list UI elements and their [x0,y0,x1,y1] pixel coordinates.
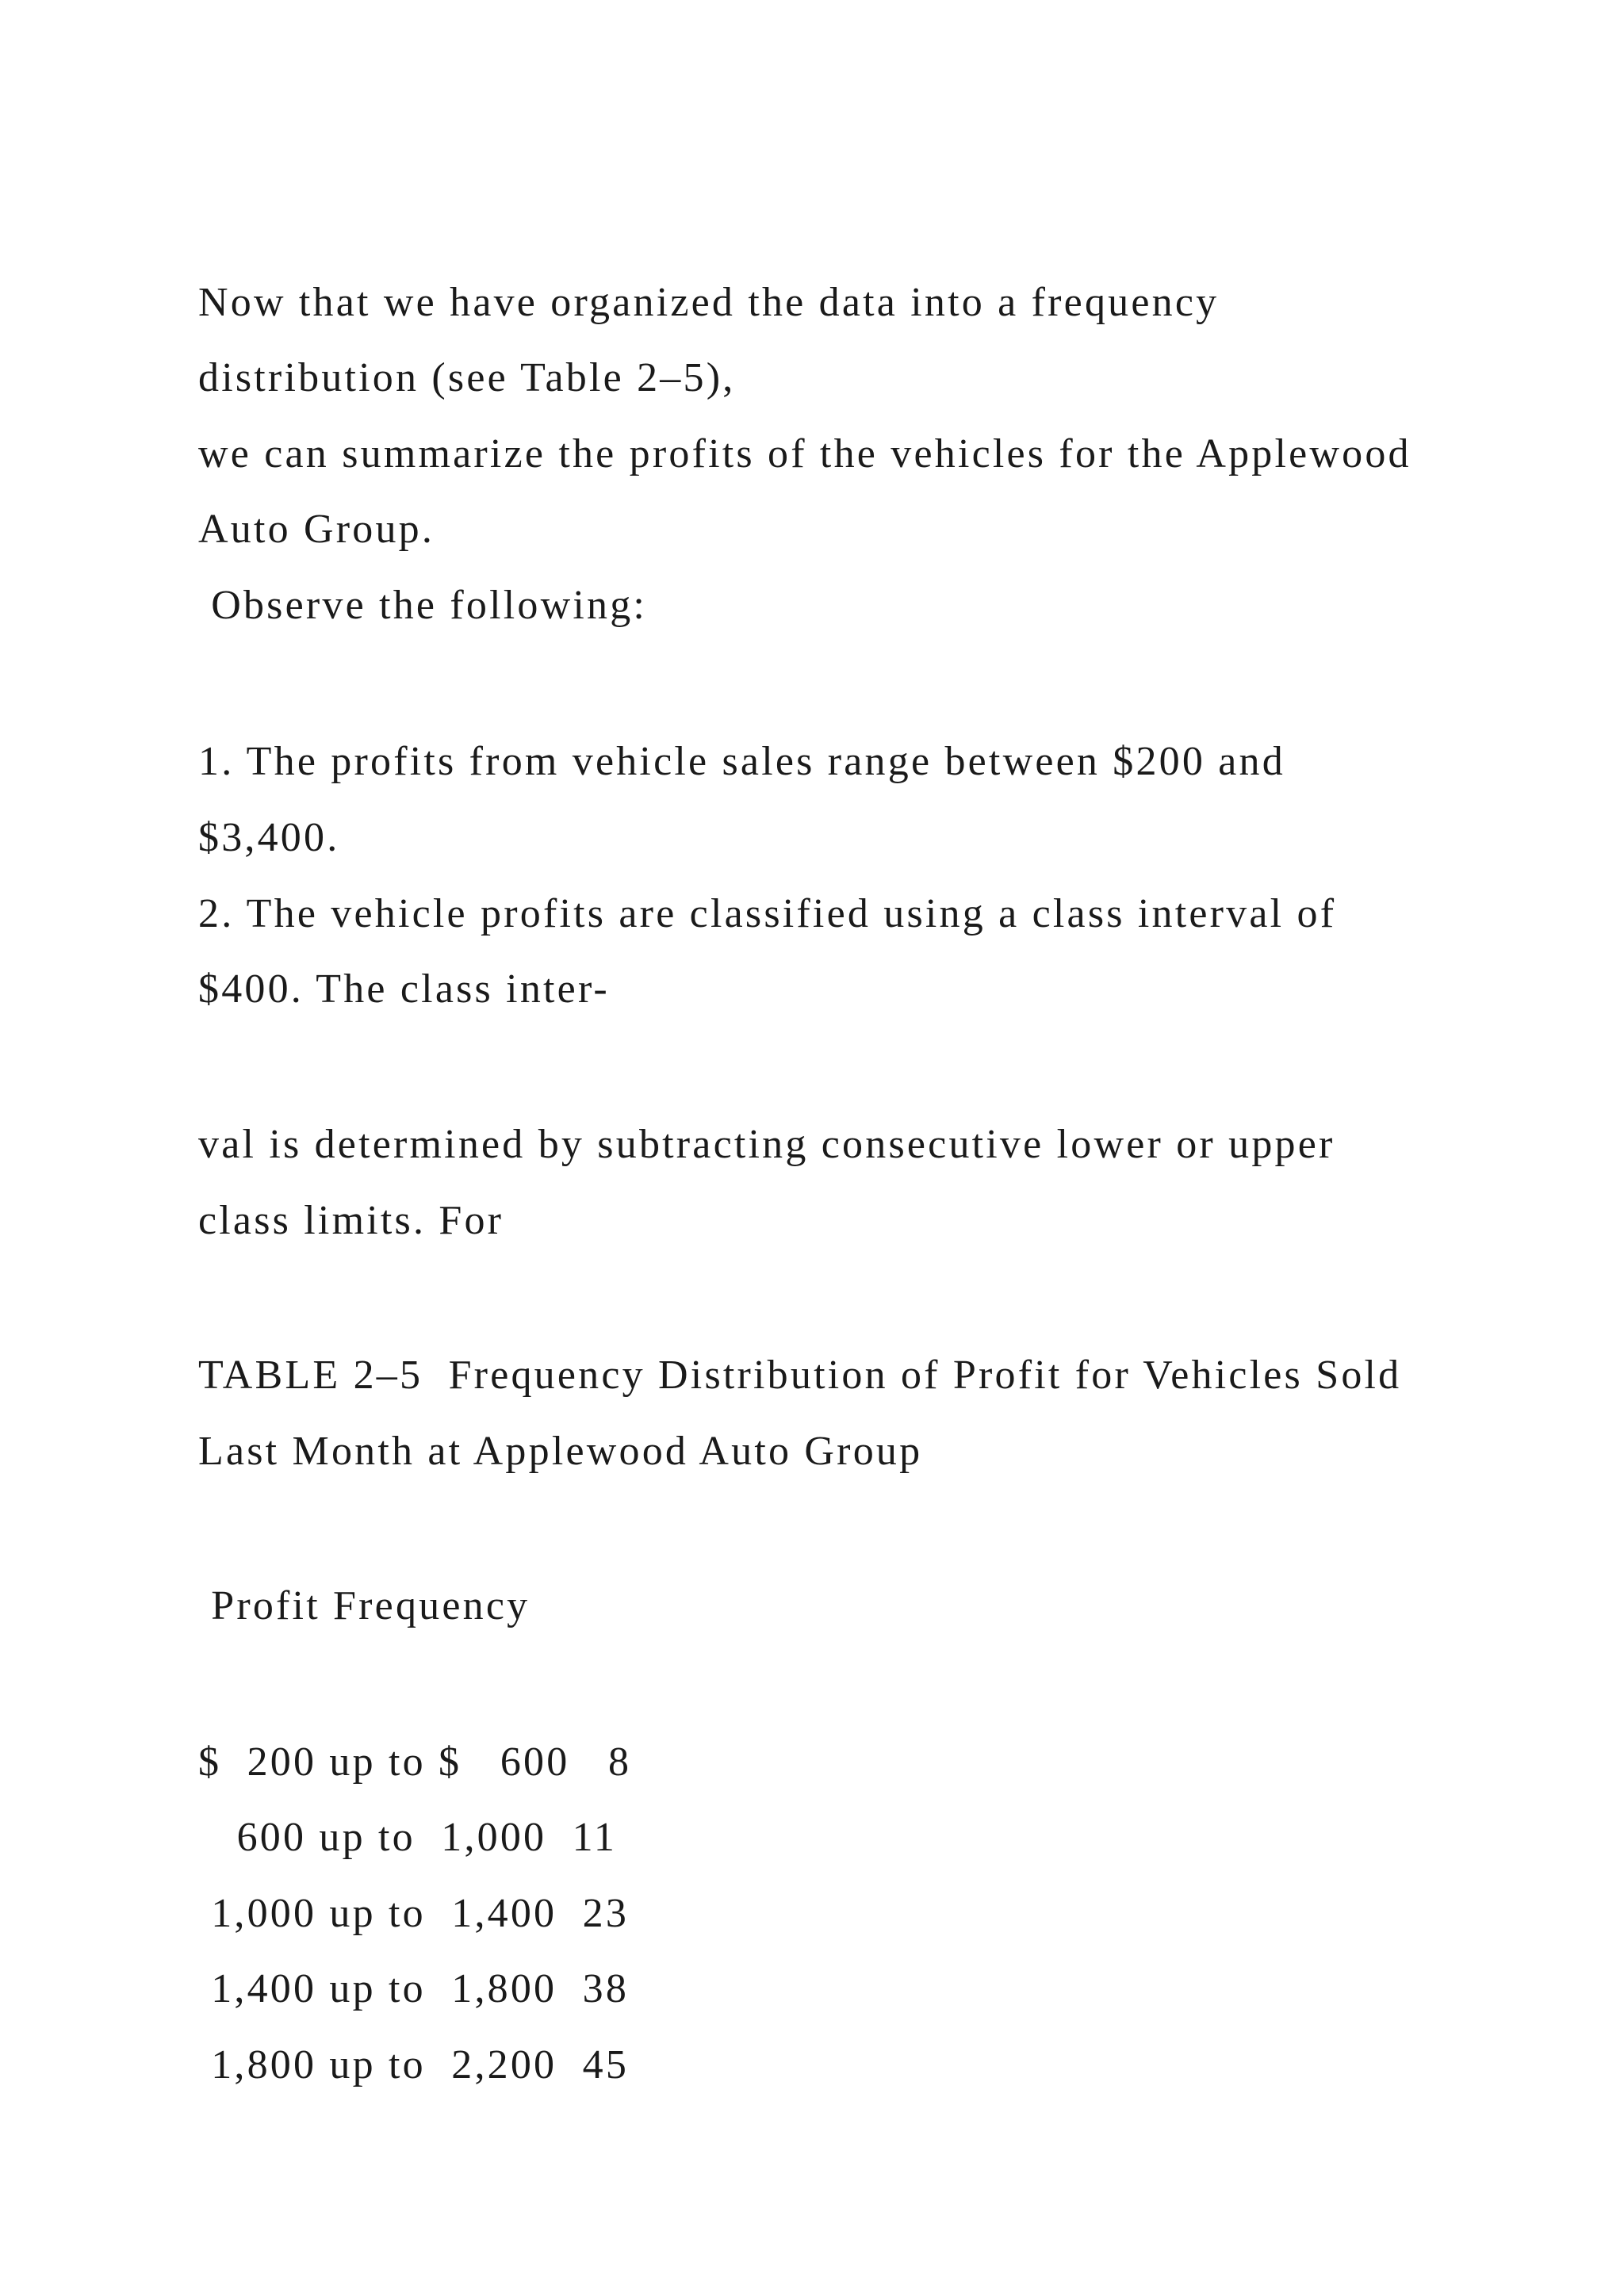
paragraph-line-5: Observe the following: [198,583,648,628]
paragraph-line-3: we can summarize the profits of the vehicles for the Applewood [198,431,1411,476]
list-item-2-line-4: class limits. For [198,1198,504,1243]
table-row: 1,000 up to 1,400 23 [198,1891,630,1936]
table-row: 600 up to 1,000 11 [198,1815,618,1860]
paragraph-line-2: distribution (see Table 2–5), [198,355,736,400]
table-caption-line-1: TABLE 2–5 Frequency Distribution of Profit for Vehicles Sold [198,1353,1402,1398]
list-item-1-line-2: $3,400. [198,815,340,860]
paragraph-line-1: Now that we have organized the data into a frequency [198,280,1220,325]
table-row: 1,800 up to 2,200 45 [198,2042,630,2087]
table-header: Profit Frequency [198,1583,530,1628]
list-item-2-line-1: 2. The vehicle profits are classified using a class interval of [198,891,1337,936]
list-item-2-line-3: val is determined by subtracting consecutive lower or upper [198,1122,1335,1167]
table-caption-line-2: Last Month at Applewood Auto Group [198,1429,923,1474]
table-row: 1,400 up to 1,800 38 [198,1966,630,2011]
table-row: $ 200 up to $ 600 8 [198,1739,632,1785]
list-item-1-line-1: 1. The profits from vehicle sales range between $200 and [198,739,1285,784]
list-item-2-line-2: $400. The class inter- [198,966,610,1012]
paragraph-line-4: Auto Group. [198,507,435,552]
